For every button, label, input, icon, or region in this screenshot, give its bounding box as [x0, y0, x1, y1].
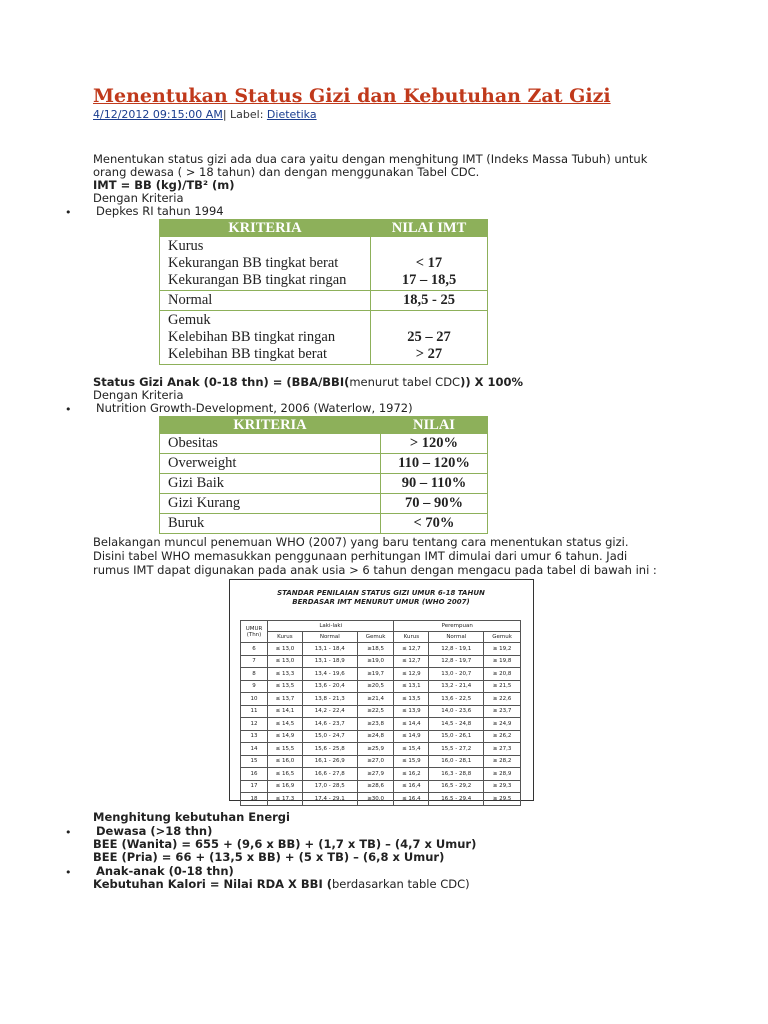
imt-label-line: Kekurangan BB tingkat berat	[168, 255, 339, 271]
who-cell: ≥ 27,3	[484, 743, 521, 756]
who-cell: ≥25,9	[357, 743, 394, 756]
who-row	[241, 705, 521, 718]
who-cell: ≤ 14,4	[394, 718, 429, 731]
who-subheader: Gemuk	[357, 632, 394, 643]
who-cell: ≥ 19,8	[484, 655, 521, 668]
nilai-cell-kriteria: Gizi Kurang	[160, 494, 381, 514]
who-cell: ≤ 13,1	[394, 680, 429, 693]
who-header-umur: UMUR (Thn)	[241, 621, 268, 643]
who-cell: ≤ 14,5	[268, 718, 303, 731]
who-standard-table-image	[229, 579, 534, 801]
bullet-1: •	[65, 206, 72, 219]
nilai-cell-kriteria: Gizi Baik	[160, 474, 381, 494]
who-cell: ≤ 14,9	[268, 730, 303, 743]
who-cell: 18	[241, 793, 268, 806]
post-meta	[93, 108, 693, 122]
intro-line-2: orang dewasa ( > 18 tahun) dan dengan menggunakan Tabel CDC.	[93, 165, 480, 179]
who-cell: ≤ 15,9	[394, 755, 429, 768]
imt-cell-nilai	[371, 291, 488, 311]
imt-header-kriteria: KRITERIA	[160, 220, 371, 237]
who-header-male: Laki-laki	[268, 621, 394, 632]
who-row	[241, 755, 521, 768]
who-cell: 12	[241, 718, 268, 731]
nilai-row	[160, 434, 488, 454]
nilai-cell-kriteria: Obesitas	[160, 434, 381, 454]
who-cell: 13,4 - 19,6	[302, 668, 357, 681]
who-row	[241, 793, 521, 806]
who-cell: ≤ 14,1	[268, 705, 303, 718]
who-cell: ≥21,4	[357, 693, 394, 706]
imt-cell-kriteria	[160, 291, 371, 311]
who-cell: 16,0 - 28,1	[429, 755, 484, 768]
who-cell: 16,6 - 27,8	[302, 768, 357, 781]
kalori-normal: berdasarkan table CDC	[331, 877, 466, 891]
who-cell: 15,6 - 25,8	[302, 743, 357, 756]
who-subheader: Kurus	[268, 632, 303, 643]
who-cell: ≥18,5	[357, 643, 394, 656]
source-waterlow: Nutrition Growth-Development, 2006 (Waterlow, 1972)	[96, 401, 413, 415]
who-cell: ≥ 22,6	[484, 693, 521, 706]
source-depkes: Depkes RI tahun 1994	[96, 204, 224, 218]
who-cell: 15,0 - 24,7	[302, 730, 357, 743]
who-cell: ≤ 16,5	[268, 768, 303, 781]
energi-heading: Menghitung kebutuhan Energi	[93, 810, 290, 824]
energi-dewasa: Dewasa (>18 thn)	[96, 824, 213, 838]
imt-formula: IMT = BB (kg)/TB² (m)	[93, 178, 235, 192]
who-cell: ≥19,0	[357, 655, 394, 668]
who-cell: ≥ 28,9	[484, 768, 521, 781]
who-cell: 6	[241, 643, 268, 656]
who-cell: ≤ 16,4	[394, 780, 429, 793]
who-row	[241, 655, 521, 668]
anak-formula-bold-1: Status Gizi Anak (0-18 thn) = (BBA/BBI(	[93, 375, 350, 389]
who-line-3: rumus IMT dapat digunakan pada anak usia > 6 tahun dengan mengacu pada tabel di bawah ini :	[93, 563, 657, 577]
imt-value-line: > 27	[415, 346, 443, 362]
nilai-cell-kriteria: Overweight	[160, 454, 381, 474]
who-cell: 16,1 - 26,9	[302, 755, 357, 768]
who-cell: ≥22,5	[357, 705, 394, 718]
nilai-cell-nilai: < 70%	[381, 514, 488, 534]
post-header	[93, 84, 693, 122]
who-line-2: Disini tabel WHO memasukkan penggunaan perhitungan IMT dimulai dari umur 6 tahun. Jadi	[93, 549, 628, 563]
who-cell: 16,5 - 29,2	[429, 780, 484, 793]
who-cell: ≤ 13,0	[268, 655, 303, 668]
who-cell: 13,6 - 20,4	[302, 680, 357, 693]
who-cell: ≥24,8	[357, 730, 394, 743]
imt-cell-nilai	[371, 237, 488, 291]
who-cell: ≥ 29,3	[484, 780, 521, 793]
imt-cell-kriteria	[160, 237, 371, 291]
who-cell: ≥19,7	[357, 668, 394, 681]
who-cell: ≤ 13,0	[268, 643, 303, 656]
who-cell: 12,8 - 19,1	[429, 643, 484, 656]
who-cell: ≥27,9	[357, 768, 394, 781]
who-row	[241, 768, 521, 781]
who-cell: 17,4 - 29,1	[302, 793, 357, 806]
label-prefix: | Label:	[222, 108, 267, 121]
imt-cell-nilai	[371, 311, 488, 365]
who-cell: 13,6 - 22,5	[429, 693, 484, 706]
nilai-cell-nilai: > 120%	[381, 434, 488, 454]
who-cell: 13,1 - 18,4	[302, 643, 357, 656]
who-cell: 15,5 - 27,2	[429, 743, 484, 756]
imt-cell-kriteria	[160, 311, 371, 365]
who-row	[241, 730, 521, 743]
who-row	[241, 680, 521, 693]
criteria-label-1: Dengan Kriteria	[93, 191, 184, 205]
who-cell: ≥ 28,2	[484, 755, 521, 768]
who-header-female: Perempuan	[394, 621, 521, 632]
who-cell: 17	[241, 780, 268, 793]
who-cell: ≥23,8	[357, 718, 394, 731]
nilai-row	[160, 474, 488, 494]
imt-label-line: Kelebihan BB tingkat ringan	[168, 329, 336, 345]
who-cell: ≥ 20,8	[484, 668, 521, 681]
who-cell: 13	[241, 730, 268, 743]
bee-pria: BEE (Pria) = 66 + (13,5 x BB) + (5 x TB) – (6,8 x Umur)	[93, 850, 445, 864]
nilai-criteria-table	[159, 416, 488, 534]
who-cell: ≥28,6	[357, 780, 394, 793]
kalori-close: )	[465, 877, 470, 891]
imt-value-line: 18,5 - 25	[403, 292, 455, 308]
who-cell: ≤ 12,7	[394, 643, 429, 656]
post-title[interactable]: Menentukan Status Gizi dan Kebutuhan Zat Gizi	[93, 85, 611, 107]
imt-value-line	[379, 312, 479, 329]
energi-anak: Anak-anak (0-18 thn)	[96, 864, 234, 878]
imt-value-line: 25 – 27	[407, 329, 451, 345]
who-cell: ≤ 13,7	[268, 693, 303, 706]
imt-value-line: < 17	[415, 255, 443, 271]
bullet-3: •	[65, 826, 72, 839]
who-cell: 15	[241, 755, 268, 768]
imt-row	[160, 311, 488, 365]
who-row	[241, 643, 521, 656]
who-cell: ≥ 29,5	[484, 793, 521, 806]
who-cell: ≥27,0	[357, 755, 394, 768]
bullet-2: •	[65, 403, 72, 416]
who-cell: 16	[241, 768, 268, 781]
imt-label-line: Gemuk	[168, 312, 211, 328]
who-cell: 13,2 - 21,4	[429, 680, 484, 693]
who-cell: ≥ 24,9	[484, 718, 521, 731]
nilai-row	[160, 494, 488, 514]
who-subheader: Normal	[302, 632, 357, 643]
who-row	[241, 743, 521, 756]
who-line-1: Belakangan muncul penemuan WHO (2007) yang baru tentang cara menentukan status gizi.	[93, 535, 629, 549]
imt-value-line: 17 – 18,5	[401, 272, 457, 288]
who-cell: ≤ 13,5	[268, 680, 303, 693]
who-cell: ≤ 15,4	[394, 743, 429, 756]
imt-label-line: Kekurangan BB tingkat ringan	[168, 272, 347, 288]
who-cell: ≤ 16,4	[394, 793, 429, 806]
who-cell: 7	[241, 655, 268, 668]
who-cell: 12,8 - 19,7	[429, 655, 484, 668]
who-subheader: Normal	[429, 632, 484, 643]
who-cell: ≤ 13,3	[268, 668, 303, 681]
imt-label-line: Kelebihan BB tingkat berat	[168, 346, 328, 362]
nilai-row	[160, 514, 488, 534]
imt-criteria-table	[159, 219, 488, 365]
who-cell: 16,5 - 29,4	[429, 793, 484, 806]
nilai-cell-nilai: 90 – 110%	[381, 474, 488, 494]
who-table-title-1: STANDAR PENILAIAN STATUS GIZI UMUR 6-18 TAHUN	[277, 589, 485, 597]
post-timestamp-link[interactable]: 4/12/2012 09:15:00 AM	[93, 108, 223, 121]
nilai-row	[160, 454, 488, 474]
who-cell: 14	[241, 743, 268, 756]
bullet-4: •	[65, 866, 72, 879]
kalori-bold: Kebutuhan Kalori = Nilai RDA X BBI (	[93, 877, 332, 891]
imt-row	[160, 291, 488, 311]
who-cell: 16,3 - 28,8	[429, 768, 484, 781]
imt-value-line	[379, 238, 479, 255]
who-row	[241, 693, 521, 706]
who-subheader: Kurus	[394, 632, 429, 643]
criteria-label-2: Dengan Kriteria	[93, 388, 184, 402]
who-row	[241, 780, 521, 793]
anak-formula-normal: menurut tabel CDC	[349, 375, 461, 389]
who-row	[241, 718, 521, 731]
who-cell: ≤ 12,9	[394, 668, 429, 681]
who-cell: 11	[241, 705, 268, 718]
who-cell: 10	[241, 693, 268, 706]
nilai-header-nilai: NILAI	[381, 417, 488, 434]
imt-label-line: Normal	[168, 292, 213, 308]
who-cell: 13,1 - 18,9	[302, 655, 357, 668]
who-cell: ≤ 16,2	[394, 768, 429, 781]
who-cell: ≤ 12,7	[394, 655, 429, 668]
nilai-cell-kriteria: Buruk	[160, 514, 381, 534]
who-cell: ≤ 16,9	[268, 780, 303, 793]
anak-formula-bold-2: )) X 100%	[460, 375, 524, 389]
who-cell: 8	[241, 668, 268, 681]
who-cell: 14,6 - 23,7	[302, 718, 357, 731]
who-cell: ≥ 23,7	[484, 705, 521, 718]
who-cell: ≥ 26,2	[484, 730, 521, 743]
who-cell: ≤ 15,5	[268, 743, 303, 756]
who-cell: 9	[241, 680, 268, 693]
who-cell: ≤ 17,3	[268, 793, 303, 806]
nilai-cell-nilai: 70 – 90%	[381, 494, 488, 514]
who-cell: 13,8 - 21,3	[302, 693, 357, 706]
who-cell: ≤ 13,5	[394, 693, 429, 706]
bee-wanita: BEE (Wanita) = 655 + (9,6 x BB) + (1,7 x TB) – (4,7 x Umur)	[93, 837, 477, 851]
intro-line-1: Menentukan status gizi ada dua cara yaitu dengan menghitung IMT (Indeks Massa Tubuh) untuk	[93, 152, 648, 166]
label-link-dietetika[interactable]: Dietetika	[266, 108, 317, 121]
imt-header-nilai: NILAI IMT	[371, 220, 488, 237]
kalori-formula	[93, 878, 470, 892]
who-cell: ≥30,0	[357, 793, 394, 806]
nilai-cell-nilai: 110 – 120%	[381, 454, 488, 474]
who-cell: 14,0 - 23,6	[429, 705, 484, 718]
who-cell: ≤ 14,9	[394, 730, 429, 743]
who-cell: 14,2 - 22,4	[302, 705, 357, 718]
who-cell: 15,0 - 26,1	[429, 730, 484, 743]
who-cell: ≤ 13,9	[394, 705, 429, 718]
imt-row	[160, 237, 488, 291]
who-cell: ≥20,5	[357, 680, 394, 693]
who-cell: 17,0 - 28,5	[302, 780, 357, 793]
who-cell: 14,5 - 24,8	[429, 718, 484, 731]
imt-label-line: Kurus	[168, 238, 204, 254]
nilai-header-kriteria: KRITERIA	[160, 417, 381, 434]
who-row	[241, 668, 521, 681]
who-cell: ≥ 19,2	[484, 643, 521, 656]
who-cell: ≥ 21,5	[484, 680, 521, 693]
who-cell: 13,0 - 20,7	[429, 668, 484, 681]
who-bmi-table	[240, 620, 521, 806]
who-subheader: Gemuk	[484, 632, 521, 643]
who-cell: ≤ 16,0	[268, 755, 303, 768]
who-table-title-2: BERDASAR IMT MENURUT UMUR (WHO 2007)	[292, 598, 470, 606]
